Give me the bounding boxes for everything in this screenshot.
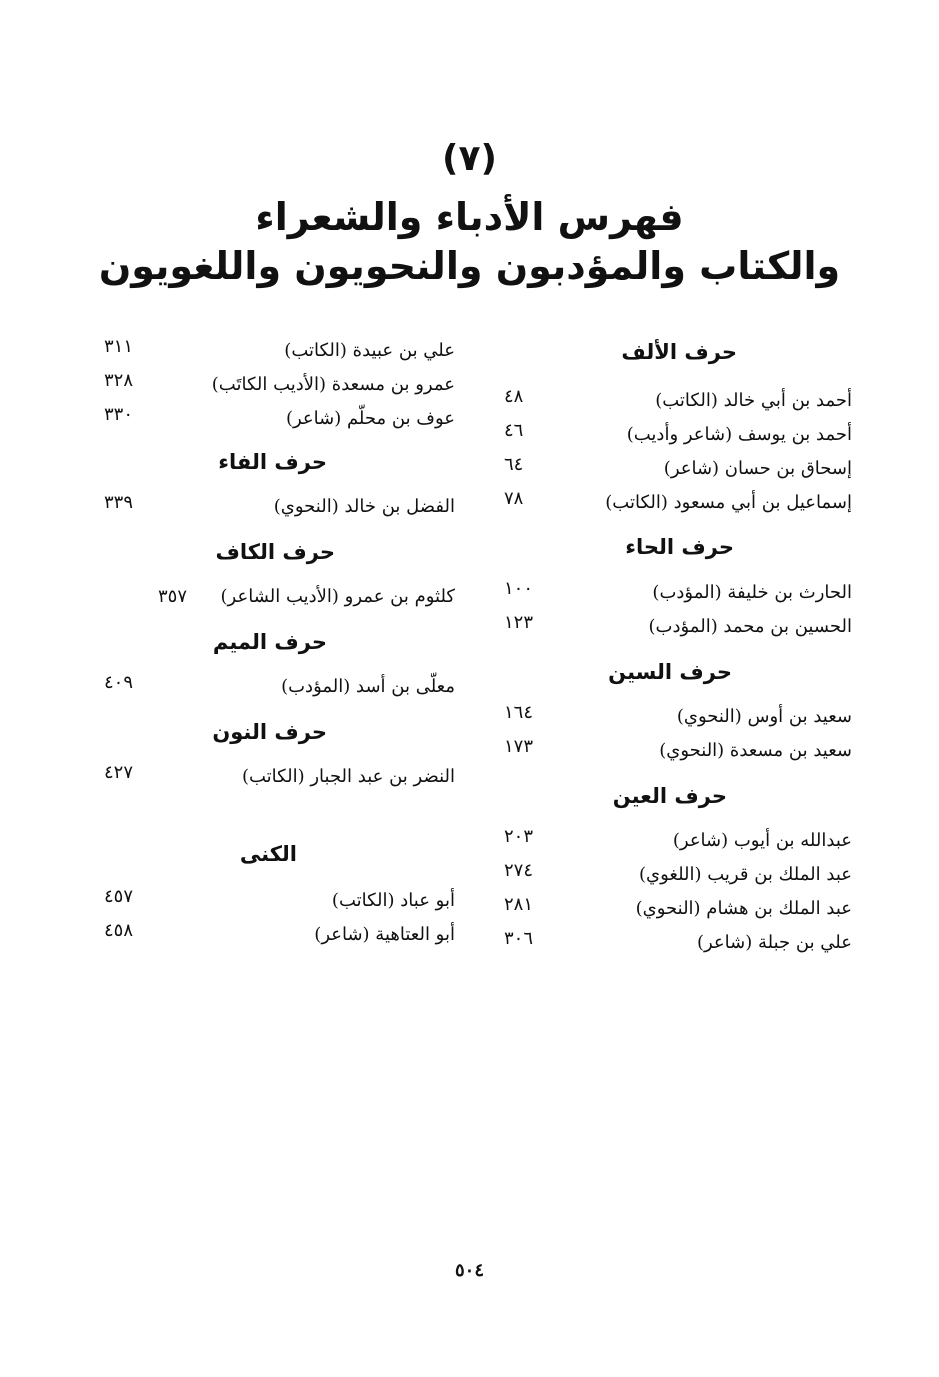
entry-page: ٤٥٧ <box>104 886 134 907</box>
entry-name: عوف بن محلّم (شاعر) <box>285 408 455 429</box>
entry-page: ٧٨ <box>504 488 524 509</box>
list-item <box>490 928 852 962</box>
list-item <box>90 492 455 526</box>
entry-page: ٣٠٦ <box>504 928 534 949</box>
entry-name: علي بن عبيدة (الكاتب) <box>284 340 455 361</box>
list-item <box>490 488 852 522</box>
entry-name: عبد الملك بن هشام (النحوي) <box>635 898 852 919</box>
list-item <box>90 586 455 616</box>
section-heading-kaf: حرف الكاف <box>215 540 335 564</box>
list-item <box>490 386 852 420</box>
entry-page: ٢٨١ <box>504 894 534 915</box>
section-heading-ain: حرف العين <box>612 784 727 808</box>
list-item <box>490 702 852 736</box>
entry-page: ٤٢٧ <box>104 762 134 783</box>
section-heading-alif: حرف الألف <box>621 340 737 364</box>
list-item <box>90 886 455 920</box>
section-heading-meem: حرف الميم <box>212 630 327 654</box>
entry-page: ٦٤ <box>504 454 524 475</box>
left-column <box>90 0 455 1377</box>
list-item <box>490 826 852 860</box>
list-item <box>490 736 852 770</box>
entry-name: أبو العتاهية (شاعر) <box>314 924 455 945</box>
entry-page: ٢٧٤ <box>504 860 534 881</box>
entry-page: ١٧٣ <box>504 736 534 757</box>
entry-name: سعيد بن مسعدة (النحوي) <box>659 740 852 761</box>
entry-name: الحسين بن محمد (المؤدب) <box>648 616 852 637</box>
list-item <box>490 454 852 488</box>
entry-page: ٢٠٣ <box>504 826 534 847</box>
entry-page: ٣٥٧ <box>158 586 188 607</box>
section-heading-seen: حرف السين <box>608 660 732 684</box>
entry-name: عبد الملك بن قريب (اللغوي) <box>638 864 852 885</box>
entry-page: ٣١١ <box>104 336 134 357</box>
entry-page: ٤٨ <box>504 386 524 407</box>
entry-name: عمرو بن مسعدة (الأديب الكاتَب) <box>211 374 455 395</box>
list-item <box>90 920 455 954</box>
entry-page: ٣٣٩ <box>104 492 134 513</box>
list-item <box>490 612 852 646</box>
entry-page: ١٢٣ <box>504 612 534 633</box>
list-item <box>90 370 455 404</box>
list-item <box>490 578 852 612</box>
list-item <box>490 894 852 928</box>
right-column <box>490 0 852 1377</box>
list-item <box>90 672 455 706</box>
list-item <box>490 420 852 454</box>
index-title-line-1: فهرس الأدباء والشعراء <box>255 195 684 239</box>
list-item <box>90 404 455 438</box>
entry-page: ٤٥٨ <box>104 920 134 941</box>
entry-page: ٤٠٩ <box>104 672 134 693</box>
entry-name: أحمد بن يوسف (شاعر وأديب) <box>626 424 852 445</box>
section-heading-faa: حرف الفاء <box>218 450 327 474</box>
list-item <box>90 762 455 796</box>
entry-page: ١٦٤ <box>504 702 534 723</box>
index-number: (٧) <box>442 138 497 179</box>
entry-page: ٤٦ <box>504 420 524 441</box>
section-heading-haa: حرف الحاء <box>625 535 734 559</box>
entry-name: كلثوم بن عمرو (الأديب الشاعر) <box>220 586 455 607</box>
index-title-line-2: والكتاب والمؤدبون والنحويون واللغويون <box>98 244 841 288</box>
list-item <box>490 860 852 894</box>
entry-name: معلّى بن أسد (المؤدب) <box>281 676 455 697</box>
entry-name: علي بن جبلة (شاعر) <box>696 932 852 953</box>
entry-name: الفضل بن خالد (النحوي) <box>273 496 455 517</box>
entry-name: إسماعيل بن أبي مسعود (الكاتب) <box>605 492 852 513</box>
entry-name: الحارث بن خليفة (المؤدب) <box>652 582 852 603</box>
entry-page: ٣٣٠ <box>104 404 134 425</box>
entry-name: أحمد بن أبي خالد (الكاتب) <box>655 390 852 411</box>
entry-name: عبدالله بن أيوب (شاعر) <box>672 830 852 851</box>
entry-page: ١٠٠ <box>504 578 534 599</box>
section-heading-kuna: الكنى <box>239 842 297 866</box>
entry-name: سعيد بن أوس (النحوي) <box>676 706 852 727</box>
list-item <box>90 336 455 370</box>
entry-name: أبو عباد (الكاتب) <box>331 890 455 911</box>
entry-name: النضر بن عبد الجبار (الكاتب) <box>241 766 455 787</box>
section-heading-noon: حرف النون <box>212 720 327 744</box>
entry-page: ٣٢٨ <box>104 370 134 391</box>
entry-name: إسحاق بن حسان (شاعر) <box>663 458 852 479</box>
page-number: ٥٠٤ <box>454 1260 484 1281</box>
